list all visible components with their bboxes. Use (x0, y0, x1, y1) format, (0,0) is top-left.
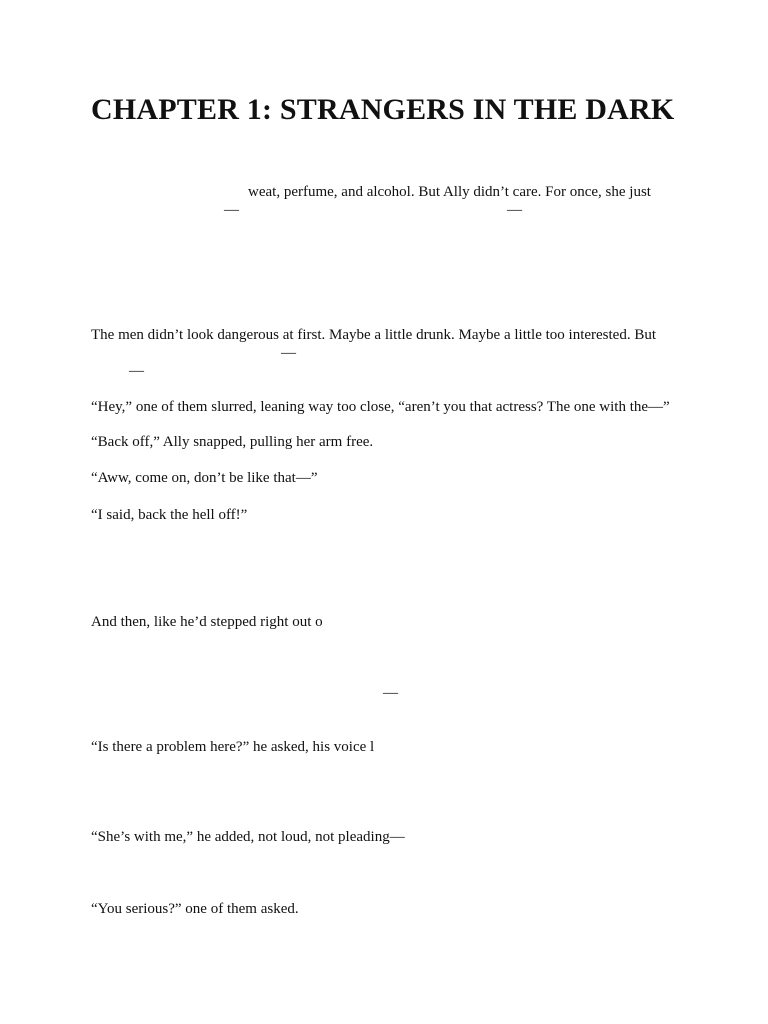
paragraph-line-2: The men didn’t look dangerous at first. Maybe a little drunk. Maybe a little too interested. But (91, 327, 657, 343)
em-dash-fragment: — (129, 363, 144, 379)
em-dash-fragment: — (281, 345, 296, 361)
paragraph-line-6: “I said, back the hell off!” (91, 507, 248, 523)
paragraph-line-8: “Is there a problem here?” he asked, his voice l (91, 739, 375, 755)
paragraph-line-10: “You serious?” one of them asked. (91, 901, 299, 917)
paragraph-line-5: “Aww, come on, don’t be like that—” (91, 470, 318, 486)
em-dash-fragment: — (507, 202, 522, 218)
paragraph-line-9: “She’s with me,” he added, not loud, not pleading— (91, 829, 405, 845)
paragraph-line-1: weat, perfume, and alcohol. But Ally didn’t care. For once, she just (248, 184, 651, 200)
paragraph-line-4: “Back off,” Ally snapped, pulling her arm free. (91, 434, 374, 450)
em-dash-fragment: — (224, 202, 239, 218)
chapter-title: CHAPTER 1: STRANGERS IN THE DARK (91, 93, 675, 126)
em-dash-fragment: — (383, 685, 398, 701)
paragraph-line-3: “Hey,” one of them slurred, leaning way too close, “aren’t you that actress? The one with the—” (91, 399, 670, 415)
paragraph-line-7: And then, like he’d stepped right out o (91, 614, 323, 630)
